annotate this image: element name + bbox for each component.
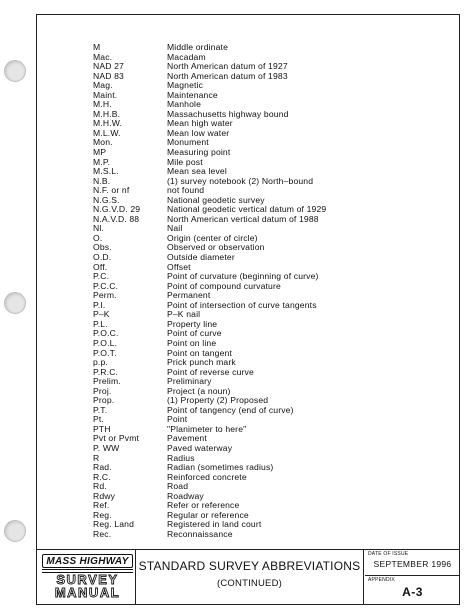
abbreviation-term: P.C.C.: [93, 280, 119, 291]
abbreviation-term: NAD 83: [93, 70, 124, 81]
abbreviation-meaning: Pavement: [167, 433, 207, 444]
abbreviation-row: [93, 138, 443, 148]
abbreviation-meaning: Point of curvature (beginning of curve): [167, 271, 319, 282]
abbreviation-row: [93, 415, 443, 425]
abbreviation-meaning: Massachusetts highway bound: [167, 108, 289, 119]
abbreviation-list: [93, 43, 443, 539]
abbreviation-term: PTH: [93, 423, 111, 434]
abbreviation-row: [93, 349, 443, 359]
abbreviation-term: Ref.: [93, 500, 110, 511]
abbreviation-term: NAD 27: [93, 61, 124, 72]
abbreviation-row: [93, 110, 443, 120]
abbreviation-term: Off.: [93, 261, 108, 272]
abbreviation-meaning: Refer or reference: [167, 500, 240, 511]
abbreviation-row: [93, 339, 443, 349]
abbreviation-term: N.F. or nf: [93, 185, 130, 196]
abbreviation-meaning: Macadam: [167, 51, 206, 62]
abbreviation-meaning: Mile post: [167, 156, 203, 167]
abbreviation-term: M.L.W.: [93, 127, 121, 138]
abbreviation-term: Mag.: [93, 80, 113, 91]
abbreviation-meaning: Point of tangency (end of curve): [167, 404, 294, 415]
abbreviation-meaning: Mean sea level: [167, 166, 227, 177]
abbreviation-term: P.R.C.: [93, 366, 119, 377]
abbreviation-meaning: North American datum of 1983: [167, 70, 288, 81]
abbreviation-row: [93, 444, 443, 454]
abbreviation-row: [93, 425, 443, 435]
abbreviation-term: M.H.W.: [93, 118, 123, 129]
abbreviation-meaning: Point on line: [167, 337, 217, 348]
abbreviation-row: [93, 368, 443, 378]
abbreviation-row: [93, 501, 443, 511]
abbreviation-term: Reg. Land: [93, 519, 135, 530]
abbreviation-meaning: "Planimeter to here": [167, 423, 247, 434]
abbreviation-row: [93, 358, 443, 368]
abbreviation-meaning: Property line: [167, 318, 218, 329]
abbreviation-meaning: Offset: [167, 261, 191, 272]
abbreviation-row: [93, 215, 443, 225]
abbreviation-meaning: Paved waterway: [167, 442, 233, 453]
abbreviation-meaning: Preliminary: [167, 376, 212, 387]
abbreviation-row: [93, 282, 443, 292]
abbreviation-meaning: Radian (sometimes radius): [167, 462, 274, 473]
abbreviation-meaning: Mean low water: [167, 127, 230, 138]
abbreviation-row: [93, 463, 443, 473]
abbreviation-term: Prelim.: [93, 376, 121, 387]
abbreviation-meaning: Maintenance: [167, 89, 218, 100]
abbreviation-row: [93, 129, 443, 139]
abbreviation-meaning: North American vertical datum of 1988: [167, 213, 319, 224]
abbreviation-term: Rd.: [93, 481, 107, 492]
abbreviation-row: [93, 148, 443, 158]
abbreviation-meaning: Point of curve: [167, 328, 222, 339]
appendix-cell: [365, 576, 460, 606]
abbreviation-term: O.D.: [93, 252, 112, 263]
abbreviation-term: Reg.: [93, 509, 112, 520]
abbreviation-term: Rad.: [93, 462, 112, 473]
abbreviation-meaning: Outside diameter: [167, 252, 235, 263]
abbreviation-term: P.C.: [93, 271, 110, 282]
abbreviation-row: [93, 234, 443, 244]
abbreviation-row: [93, 158, 443, 168]
binder-hole: [4, 60, 26, 82]
abbreviation-row: [93, 482, 443, 492]
abbreviation-row: [93, 511, 443, 521]
abbreviation-row: [93, 186, 443, 196]
abbreviation-meaning: National geodetic vertical datum of 1929: [167, 204, 327, 215]
abbreviation-row: [93, 310, 443, 320]
abbreviation-meaning: Regular or reference: [167, 509, 249, 520]
abbreviation-term: p.p.: [93, 357, 108, 368]
page-subtitle: (CONTINUED): [217, 578, 282, 589]
abbreviation-meaning: Manhole: [167, 99, 202, 110]
abbreviation-meaning: Measuring point: [167, 147, 231, 158]
abbreviation-term: P.O.C.: [93, 328, 119, 339]
abbreviation-row: [93, 119, 443, 129]
abbreviation-row: [93, 81, 443, 91]
abbreviation-row: [93, 329, 443, 339]
abbreviation-row: [93, 320, 443, 330]
abbreviation-term: P.T.: [93, 404, 108, 415]
abbreviation-term: P. WW: [93, 442, 120, 453]
abbreviation-meaning: Radius: [167, 452, 195, 463]
abbreviation-row: [93, 91, 443, 101]
abbreviation-meaning: North American datum of 1927: [167, 61, 288, 72]
abbreviation-meaning: Point on tangent: [167, 347, 232, 358]
abbreviation-row: [93, 530, 443, 540]
abbreviation-meaning: Point of compound curvature: [167, 280, 281, 291]
abbreviation-term: Mon.: [93, 137, 113, 148]
abbreviation-row: [93, 72, 443, 82]
abbreviation-row: [93, 434, 443, 444]
abbreviation-term: Rec.: [93, 528, 112, 539]
abbreviation-row: [93, 387, 443, 397]
abbreviation-term: Obs.: [93, 242, 112, 253]
binder-hole: [4, 292, 26, 314]
abbreviation-row: [93, 253, 443, 263]
abbreviation-row: [93, 492, 443, 502]
abbreviation-meaning: Point of intersection of curve tangents: [167, 299, 317, 310]
abbreviation-term: MP: [93, 147, 107, 158]
abbreviation-row: [93, 43, 443, 53]
abbreviation-meaning: Monument: [167, 137, 209, 148]
abbreviation-term: P–K: [93, 309, 110, 320]
abbreviation-term: Prop.: [93, 395, 115, 406]
abbreviation-row: [93, 177, 443, 187]
abbreviation-term: M.S.L.: [93, 166, 119, 177]
abbreviation-meaning: Reconnaissance: [167, 528, 233, 539]
mass-highway-survey-manual-logo: [42, 554, 133, 602]
abbreviation-row: [93, 406, 443, 416]
abbreviation-term: Pt.: [93, 414, 104, 425]
abbreviation-meaning: Mean high water: [167, 118, 233, 129]
abbreviation-meaning: Roadway: [167, 490, 204, 501]
abbreviation-term: M.H.B.: [93, 108, 121, 119]
abbreviation-term: Mac.: [93, 51, 113, 62]
abbreviation-term: N.G.S.: [93, 194, 120, 205]
logo-mass-highway: MASS HIGHWAY: [42, 554, 133, 568]
abbreviation-term: M.H.: [93, 99, 112, 110]
date-of-issue-cell: [365, 550, 460, 576]
abbreviation-term: O.: [93, 232, 103, 243]
abbreviation-term: P.O.T.: [93, 347, 117, 358]
abbreviation-row: [93, 473, 443, 483]
abbreviation-meaning: Nail: [167, 223, 183, 234]
abbreviation-term: N.G.V.D. 29: [93, 204, 141, 215]
abbreviation-meaning: Reinforced concrete: [167, 471, 247, 482]
abbreviation-meaning: P–K nail: [167, 309, 201, 320]
logo-manual: MANUAL: [54, 585, 121, 600]
abbreviation-meaning: Middle ordinate: [167, 42, 229, 52]
logo-survey: SURVEY: [56, 572, 119, 587]
abbreviation-meaning: Prick punch mark: [167, 357, 236, 368]
divider: [363, 550, 364, 605]
abbreviation-row: [93, 301, 443, 311]
abbreviation-meaning: Origin (center of circle): [167, 232, 258, 243]
abbreviation-term: Perm.: [93, 290, 117, 301]
abbreviation-term: N.B.: [93, 175, 111, 186]
appendix-page-number: A-3: [402, 585, 423, 599]
abbreviation-term: Rdwy: [93, 490, 116, 501]
abbreviation-meaning: Permanent: [167, 290, 211, 301]
abbreviation-meaning: Observed or observation: [167, 242, 265, 253]
abbreviation-term: Pvt or Pvmt: [93, 433, 140, 444]
abbreviation-row: [93, 520, 443, 530]
abbreviation-term: Nl.: [93, 223, 104, 234]
abbreviation-meaning: Magnetic: [167, 80, 204, 91]
abbreviation-term: R: [93, 452, 100, 463]
binder-hole: [4, 520, 26, 542]
abbreviation-term: R.C.: [93, 471, 111, 482]
abbreviation-term: Maint.: [93, 89, 118, 100]
abbreviation-term: N.A.V.D. 88: [93, 213, 140, 224]
date-of-issue-label: DATE OF ISSUE: [368, 551, 409, 557]
abbreviation-meaning: Road: [167, 481, 189, 492]
abbreviation-term: P.I.: [93, 299, 106, 310]
abbreviation-meaning: Project (a noun): [167, 385, 231, 396]
title-block: [36, 549, 460, 605]
abbreviation-row: [93, 243, 443, 253]
appendix-label: APPENDIX: [368, 577, 395, 583]
abbreviation-row: [93, 224, 443, 234]
date-of-issue-value: SEPTEMBER 1996: [373, 559, 452, 569]
abbreviation-meaning: National geodetic survey: [167, 194, 265, 205]
abbreviation-term: P.L.: [93, 318, 108, 329]
abbreviation-term: P.O.L.: [93, 337, 118, 348]
abbreviation-meaning: Point of reverse curve: [167, 366, 254, 377]
abbreviation-term: Proj.: [93, 385, 112, 396]
abbreviation-term: M.P.: [93, 156, 111, 167]
abbreviation-meaning: not found: [167, 185, 205, 196]
abbreviation-meaning: Point: [167, 414, 188, 425]
abbreviation-term: M: [93, 42, 101, 52]
abbreviation-meaning: Registered in land court: [167, 519, 262, 530]
abbreviation-meaning: (1) Property (2) Proposed: [167, 395, 269, 406]
page-title: STANDARD SURVEY ABBREVIATIONS: [138, 559, 361, 573]
abbreviation-row: [93, 377, 443, 387]
abbreviation-meaning: (1) survey notebook (2) North–bound: [167, 175, 314, 186]
